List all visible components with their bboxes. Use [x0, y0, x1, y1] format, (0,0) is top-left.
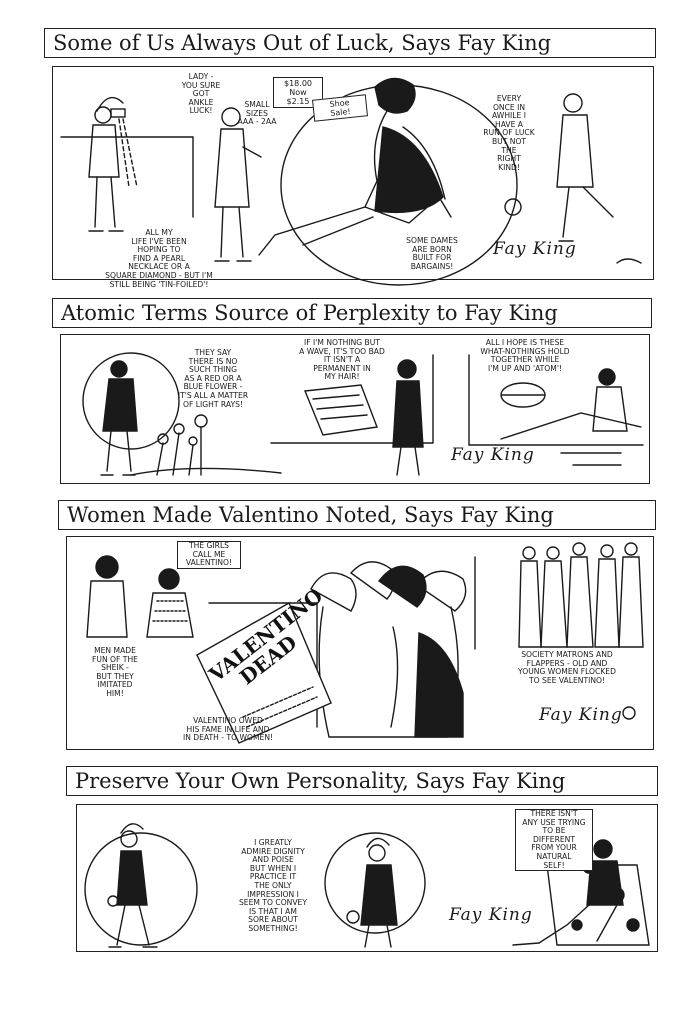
strip-3-caption-2: MEN MADE FUN OF THE SHEIK - BUT THEY IMITATED HIM!: [92, 646, 138, 698]
price-sign: $18.00 Now $2.15: [273, 77, 323, 108]
newspaper-headline: VALENTINO DEAD: [204, 583, 328, 690]
strip-2-caption-2: IF I'M NOTHING BUT A WAVE, IT'S TOO BAD IT ISN'T A PERMANENT IN MY HAIR!: [299, 338, 385, 382]
strip-1-signature: Fay King: [493, 239, 577, 259]
strip-1-caption-3: SMALL SIZES AAA - 2AA: [237, 100, 277, 127]
strip-3-title: Women Made Valentino Noted, Says Fay King: [58, 500, 656, 530]
strip-1-title: Some of Us Always Out of Luck, Says Fay King: [44, 28, 656, 58]
strip-1-caption-4: SOME DAMES ARE BORN BUILT FOR BARGAINS!: [406, 236, 458, 271]
strip-1-caption-1: ALL MY LIFE I'VE BEEN HOPING TO FIND A PEARL NECKLACE OR A SQUARE DIAMOND - BUT I'M STILL BEING 'TIN-FOILED'!: [105, 228, 213, 289]
strip-2-title: Atomic Terms Source of Perplexity to Fay King: [52, 298, 652, 328]
strip-2-signature: Fay King: [451, 445, 535, 465]
strip-4-signature: Fay King: [449, 905, 533, 925]
strip-3-signature: Fay King: [539, 705, 623, 725]
strip-3-caption-4: SOCIETY MATRONS AND FLAPPERS - OLD AND YOUNG WOMEN FLOCKED TO SEE VALENTINO!: [518, 650, 616, 685]
strip-3-caption-3: VALENTINO OWED HIS FAME IN LIFE AND IN DEATH - TO WOMEN!: [182, 716, 274, 743]
strip-4-caption-1: I GREATLY ADMIRE DIGNITY AND POISE BUT WHEN I PRACTICE IT THE ONLY IMPRESSION I SEEM TO CONVEY IS THAT I AM SORE ABOUT SOMETHING!: [238, 838, 307, 933]
strip-2-panel: [60, 334, 650, 484]
strip-1-caption-5: EVERY ONCE IN AWHILE I HAVE A RUN OF LUCK BUT NOT THE RIGHT KIND!: [483, 94, 535, 172]
strip-3-panel: [66, 536, 654, 750]
strip-2-caption-3: ALL I HOPE IS THESE WHAT-NOTHINGS HOLD TOGETHER WHILE I'M UP AND 'ATOM'!: [480, 338, 570, 373]
strip-4-title: Preserve Your Own Personality, Says Fay King: [66, 766, 658, 796]
shoe-sale-sign: Shoe Sale!: [312, 94, 368, 122]
strip-4-caption-2: THERE ISN'T ANY USE TRYING TO BE DIFFERENT FROM YOUR NATURAL SELF!: [515, 809, 593, 871]
strip-4-panel: [76, 804, 658, 952]
strip-3-caption-1: THE GIRLS CALL ME VALENTINO!: [177, 541, 241, 569]
strip-1-caption-2: LADY - YOU SURE GOT ANKLE LUCK!: [181, 72, 221, 116]
strip-2-caption-1: THEY SAY THERE IS NO SUCH THING AS A RED OR A BLUE FLOWER - IT'S ALL A MATTER OF LIGHT RAYS!: [177, 348, 249, 409]
strip-1-panel: [52, 66, 654, 289]
